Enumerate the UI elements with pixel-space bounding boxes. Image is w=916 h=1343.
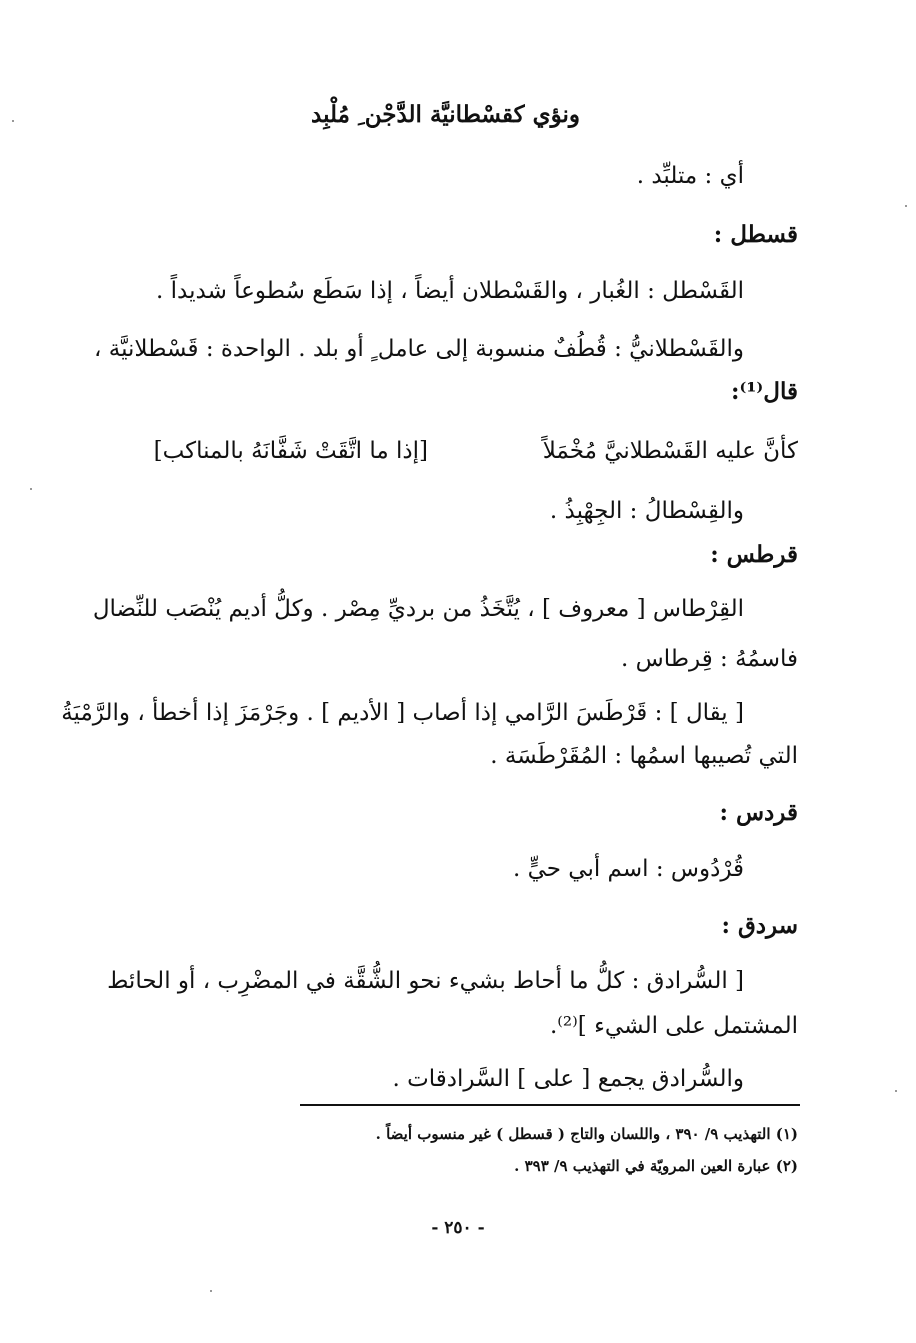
verse-line-top: ونؤي كقسْطانيَّة الدَّجْن ِ مُلْبِد xyxy=(311,101,580,128)
scan-speck xyxy=(210,1290,212,1292)
entry-heading-qstl: قسطل : xyxy=(713,221,798,248)
entry-heading-srdq: سردق : xyxy=(721,912,798,939)
text-line: [ السُّرادق : كلُّ ما أحاط بشيء نحو الشُّقَّة في المضْرِب ، أو الحائط xyxy=(107,968,744,994)
scan-speck xyxy=(895,1090,897,1092)
scan-speck xyxy=(30,488,32,490)
text-line: [ يقال ] : قَرْطَسَ الرَّامي إذا أصاب [ الأديم ] . وجَرْمَزَ إذا أخطأ ، والرَّمْيَةُ xyxy=(61,700,744,726)
text-line: والقَسْطلانيُّ : قُطُفٌ منسوبة إلى عامل ٍ أو بلد . الواحدة : قَسْطلانيَّة ، xyxy=(94,336,744,362)
text-line: فاسمُهُ : قِرطاس . xyxy=(621,646,798,672)
text-line: القَسْطل : الغُبار ، والقَسْطلان أيضاً ، إذا سَطَع سُطوعاً شديداً . xyxy=(156,278,744,304)
footnote-divider xyxy=(300,1104,800,1106)
entry-heading-qrts: قرطس : xyxy=(710,541,798,568)
verse-hemistich-first: كأنَّ عليه القَسْطلانيَّ مُخْمَلاً xyxy=(542,438,798,464)
page-number: - ٢٥٠ - xyxy=(431,1218,485,1238)
text-line: القِرْطاس [ معروف ] ، يُتَّخَذُ من برديِّ مِصْر . وكلُّ أديم يُنْصَب للنِّضال xyxy=(92,596,744,622)
text-line: أي : متلبِّد . xyxy=(636,163,744,189)
text-line: والقِسْطالُ : الجِهْبِذُ . xyxy=(549,498,744,524)
text-line: قال⁽¹⁾: xyxy=(731,378,798,405)
scan-speck xyxy=(12,120,14,122)
footnote: (٢) عبارة العين المرويّة في التهذيب ٩/ ٣٩٣ . xyxy=(514,1157,798,1175)
text-line: قُرْدُوس : اسم أبي حيٍّ . xyxy=(512,856,744,882)
entry-heading-qrds: قردس : xyxy=(719,799,798,826)
footnote: (١) التهذيب ٩/ ٣٩٠ ، واللسان والتاج ( قسطل ) غير منسوب أيضاً . xyxy=(375,1125,798,1143)
text-line: والسُّرادق يجمع [ على ] السَّرادقات . xyxy=(392,1066,744,1092)
verse-hemistich-second: [إذا ما اتَّقَتْ شَفَّانَهُ بالمناكب] xyxy=(153,438,428,464)
text-line: التي تُصيبها اسمُها : المُقَرْطَسَة . xyxy=(490,743,798,769)
text-line: المشتمل على الشيء ]⁽²⁾. xyxy=(549,1013,798,1039)
scan-speck xyxy=(905,205,907,207)
